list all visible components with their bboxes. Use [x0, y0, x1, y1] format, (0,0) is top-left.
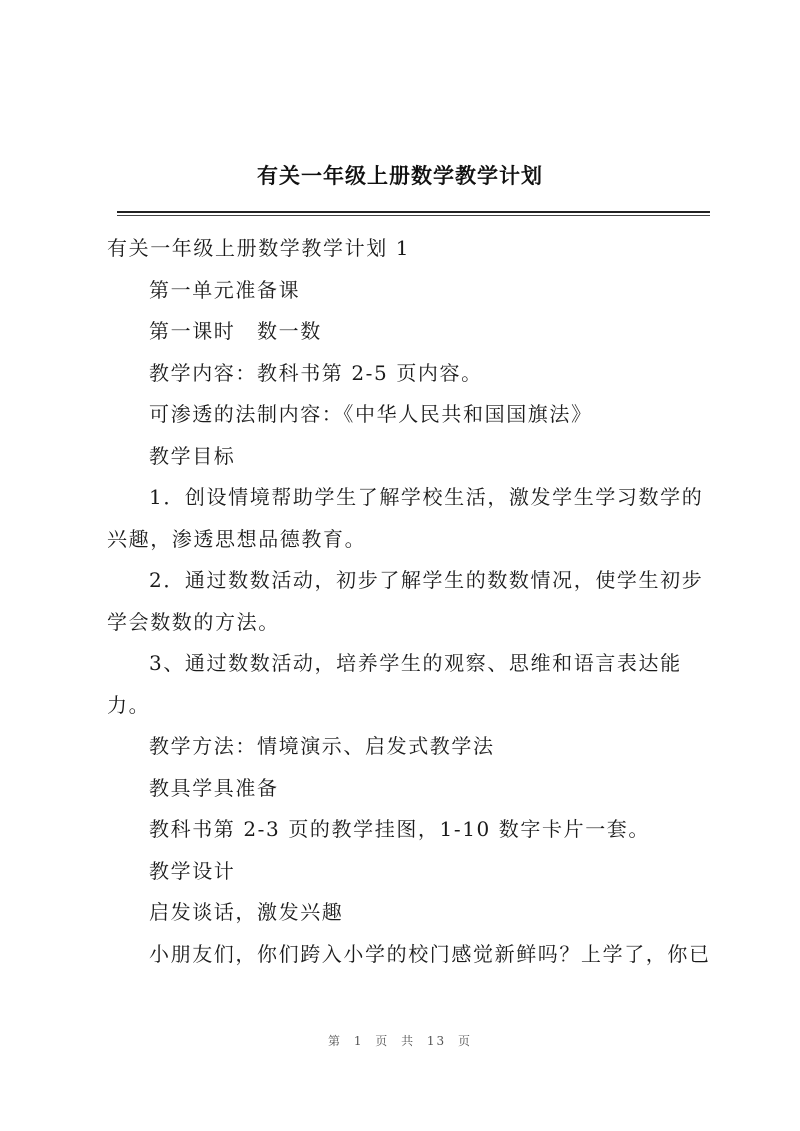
legal-content: 可渗透的法制内容：《中华人民共和国国旗法》: [149, 402, 593, 426]
document-body: [107, 228, 711, 975]
body-paragraph: 小朋友们，你们跨入小学的校门感觉新鲜吗？上学了，你已: [149, 941, 711, 966]
goal-item-1: 1．创设情境帮助学生了解学校生活，激发学生学习数学的兴趣，渗透思想品德教育。: [107, 485, 704, 551]
goal-item-3: 3、通过数数活动，培养学生的观察、思维和语言表达能力。: [107, 651, 682, 717]
teaching-aids: 教科书第 2-3 页的教学挂图，1-10 数字卡片一套。: [149, 817, 651, 841]
teaching-aids-heading: 教具学具准备: [149, 775, 279, 800]
unit-heading: 第一单元准备课: [149, 277, 301, 302]
section-heading: 有关一年级上册数学教学计划 1: [107, 236, 411, 260]
document-title: 有关一年级上册数学教学计划: [257, 164, 543, 188]
teaching-design-heading: 教学设计: [149, 858, 236, 883]
inspiration-heading: 启发谈话，激发兴趣: [149, 900, 344, 924]
title-divider: [117, 211, 710, 213]
teaching-method: 教学方法：情境演示、启发式教学法: [149, 734, 495, 758]
goal-item-2: 2．通过数数活动，初步了解学生的数数情况，使学生初步学会数数的方法。: [107, 568, 704, 634]
page-footer: 第 1 页 共 13 页: [328, 1034, 472, 1048]
title-divider-thin: [117, 215, 710, 216]
lesson-heading: 第一课时 数一数: [149, 319, 322, 343]
teaching-content: 教学内容：教科书第 2-5 页内容。: [149, 360, 483, 385]
teaching-goals-heading: 教学目标: [149, 443, 236, 468]
